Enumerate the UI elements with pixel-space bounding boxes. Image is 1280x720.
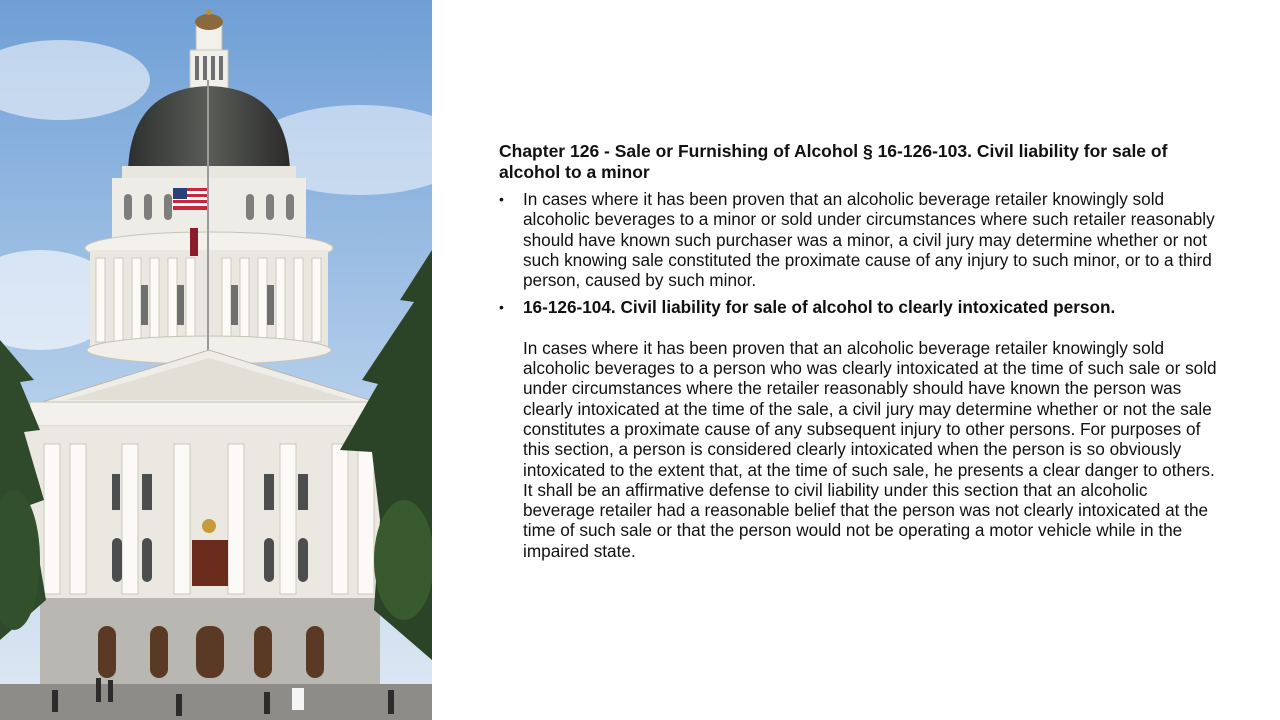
chapter-heading: Chapter 126 - Sale or Furnishing of Alcohol § 16-126-103. Civil liability for sale of alcohol to a minor	[499, 141, 1168, 182]
us-flag	[173, 188, 207, 210]
lantern-cap	[195, 14, 223, 30]
bullet-item	[499, 297, 1219, 561]
finial	[206, 9, 212, 15]
main-door	[192, 540, 228, 586]
bullet-text: In cases where it has been proven that an alcoholic beverage retailer knowingly sold alcoholic beverages to a person who was clearly intoxicated at the time of such sale or sold under circumstances where the retailer reasonably should have known the person was clearly intoxicated at the time of the sale, a civil jury may determine whether or not the sale constitutes a proximate cause of any subsequent injury to other persons. For purposes of this section, a person is considered clearly intoxicated when the person is so obviously intoxicated to the extent that, at the time of such sale, he presents a clear danger to others. It shall be an affirmative defense to civil liability under this section that an alcoholic beverage retailer had a reasonable belief that the person was not clearly intoxicated at the time of such sale or that the person would not be operating a motor vehicle while in the impaired state.	[523, 337, 1217, 561]
bullet-item	[499, 189, 1219, 290]
capitol-photo	[0, 0, 432, 720]
text-panel	[499, 141, 1219, 568]
entablature	[30, 402, 388, 426]
state-flag	[190, 228, 198, 256]
bullet-list	[499, 189, 1219, 561]
bullet-dot: •	[499, 299, 504, 316]
capitol-building-illustration	[0, 0, 432, 720]
steps	[0, 684, 432, 720]
section-title: 16-126-104. Civil liability for sale of alcohol to clearly intoxicated person.	[523, 297, 1116, 318]
bullet-text: In cases where it has been proven that an alcoholic beverage retailer knowingly sold alcoholic beverages to a minor or sold under circumstances where such retailer reasonably should have known such purchaser was a minor, a civil jury may determine whether or not such knowing sale constituted the proximate cause of any injury to such minor, or to a third person, caused by such minor.	[523, 189, 1215, 291]
bullet-dot: •	[499, 191, 504, 207]
